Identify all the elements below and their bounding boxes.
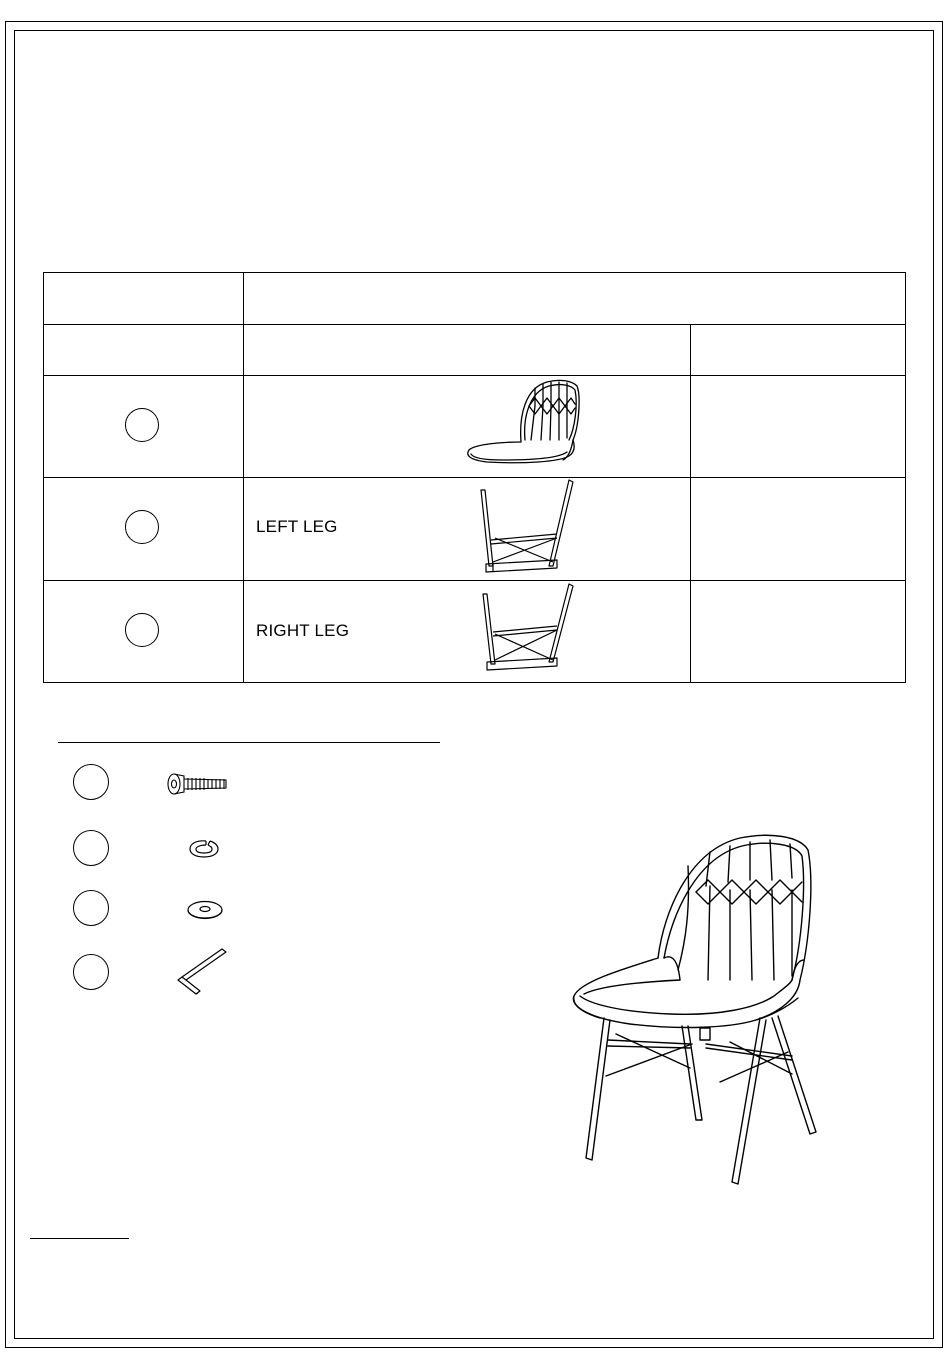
part-number-circle [125,510,159,544]
hardware-heading-underline [58,742,440,743]
hardware-number-circle [73,830,109,866]
left-leg-frame-icon [473,478,583,580]
part-name-right-leg: RIGHT LEG [256,621,350,640]
table-border-left [43,272,44,683]
part-number-circle [125,408,159,442]
part-number-circle [125,613,159,647]
table-border-right [905,272,906,683]
table-border-top [43,272,906,273]
table-border-bottom [43,682,906,683]
table-column-divider [690,324,691,683]
hardware-number-circle [73,890,109,926]
right-leg-frame-icon [473,582,583,678]
flat-washer-icon [185,898,225,922]
table-column-divider [243,272,244,683]
allen-key-icon [170,946,230,996]
spring-washer-icon [186,838,222,860]
chair-seat-icon [463,376,583,468]
assembled-chair-icon [560,830,830,1190]
bolt-icon [164,770,230,798]
note-heading-underline [30,1238,129,1239]
hardware-number-circle [73,764,109,800]
table-rule [43,324,906,325]
hardware-number-circle [73,954,109,990]
part-name-left-leg: LEFT LEG [256,517,338,536]
parts-table [43,272,906,683]
table-rule [43,580,906,581]
